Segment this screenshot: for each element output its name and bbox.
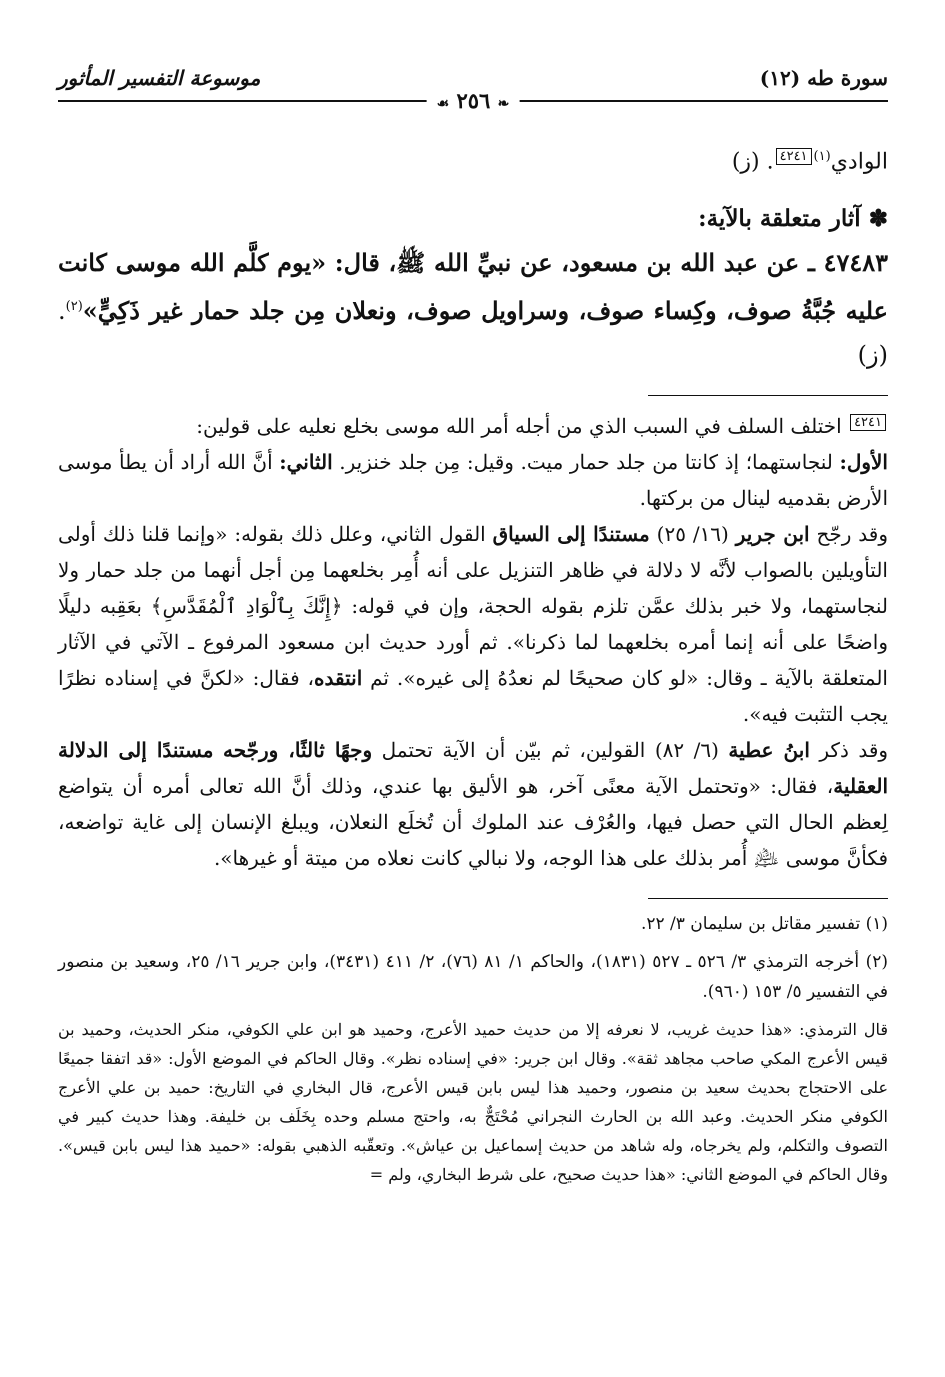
commentary-text: (٦/ ٨٢) القولين، ثم بيّن أن الآية تحتمل — [381, 738, 719, 763]
commentary-text: أنَّ الله أراد أن يطأ موسى الأرض بقدميه لينال من بركتها. — [58, 450, 888, 511]
ornament-icon: ❧ — [497, 96, 510, 112]
continuation-line — [58, 136, 888, 183]
commentary-text: ، فقال: «وتحتمل الآية معنًى آخر، هو الأليق بها عندي، وذلك أنَّ الله تعالى أمره أن يتواضع لِعظم الحال التي حصل فيها، والعُرْف عند الملوك أن تُخلَع النعلان، ويبلغ الإنسان إلى غاية تواضعه، فكأنَّ موسى ﵇ أُمر بذلك على هذا الوجه، ولا نبالي كانت نعلاه من ميتة أو غيرها». — [58, 774, 888, 871]
scholar-name: ابنُ عطية — [728, 738, 810, 763]
continuation-text: الوادي — [830, 149, 888, 175]
method-label: مستندًا إلى السياق — [492, 522, 650, 547]
commentary-text: القول الثاني، وعلل ذلك بقوله: «وإنما قلنا ذلك أولى التأويلين بالصواب لأنَّه لا دلالة في ظاهر التنزيل على أنه أُمِر بخلعهما مِن أجل أنهما من جلد حمار ولا لنجاستهما، ولا خبر بذلك عمَّن تلزم بقوله الحجة، وإن في قوله: ﴿إِنَّكَ بِٱلْوَادِ ٱلْمُقَدَّسِ﴾ بعَقِبه دليلًا واضحًا على أنه إنما أمره بخلعهما لما ذكرنا». ثم أورد حديث ابن مسعود المرفوع ـ الآتي في الآثار المتعلقة بالآية ـ وقال: «لو كان صحيحًا لم نعدُهُ إلى غيره». ثم — [58, 522, 888, 691]
ornament-icon: ☙ — [436, 96, 450, 112]
method-label: ، ورجّحه — [223, 738, 295, 763]
page-header — [58, 66, 888, 112]
commentary-paragraph — [58, 516, 888, 732]
commentary-text: لنجاستهما؛ إذ كانتا من جلد حمار ميت. وقيل: مِن جلد خنزير. — [339, 450, 833, 475]
surah-title: سورة طه (١٢) — [759, 66, 888, 90]
section-heading-text: آثار متعلقة بالآية: — [698, 205, 861, 233]
commentary-block — [58, 408, 888, 876]
commentary-paragraph — [58, 444, 888, 516]
source-code: . (ز) — [58, 297, 888, 370]
hadith-entry — [58, 241, 888, 377]
source-code: . (ز) — [731, 149, 774, 175]
commentary-text: وقد ذكر — [819, 738, 889, 763]
hadith-number: ٤٧٤٨٣ — [823, 248, 889, 278]
scholar-name: ابن جرير — [735, 522, 810, 547]
footnotes — [58, 909, 888, 1189]
flower-icon: ✽ — [868, 205, 888, 233]
footnote-2-continued: قال الترمذي: «هذا حديث غريب، لا نعرفه إلا من حديث حميد الأعرج، وحميد هو ابن علي الكوفي، منكر الحديث، وحميد بن قيس الأعرج المكي صاحب مجاهد ثقة». وقال ابن جرير: «في إسناده نظر». وقال الحاكم في الموضع الأول: «قد اتفقا جميعًا على الاحتجاج بحديث سعيد بن منصور، وحميد هذا ليس بابن قيس الأعرج، قال البخاري في التاريخ: حميد بن علي الأعرج الكوفي منكر الحديث. وعبد الله بن الحارث النجراني مُحْتَجٌّ به، واحتج مسلم وحده بِخَلَف بن خليفة. وهذا حديث كبير في التصوف والتكلم، ولم يخرجاه، وله شاهد من حديث إسماعيل بن عياش». وتعقّبه الذهبي بقوله: «حميد هذا ليس بابن قيس». وقال الحاكم في الموضع الثاني: «هذا حديث صحيح، على شرط البخاري، ولم = — [58, 1020, 889, 1185]
footnote-2: (٢) أخرجه الترمذي ٣/ ٥٢٦ ـ ٥٢٧ (١٨٣١)، والحاكم ١/ ٨١ (٧٦)، ٢/ ٤١١ (٣٤٣١)، وابن جرير ١٦/ ٢٥، وسعيد بن منصور في التفسير ٥/ ١٥٣ (٩٦٠). — [58, 952, 888, 1003]
commentary-text: اختلف السلف في السبب الذي من أجله أمر الله موسى بخلع نعليه على قولين: — [196, 414, 842, 439]
commentary-paragraph — [58, 732, 888, 876]
footnote-ref: (١) — [813, 149, 831, 164]
footnote-separator — [648, 898, 888, 899]
commentary-text: ، فقال: «لكنَّ في إسناده نظرًا يجب التثبت فيه». — [58, 666, 888, 727]
page-body — [58, 136, 888, 1189]
page-number-block — [427, 88, 520, 113]
page-number: ٢٥٦ — [456, 88, 491, 113]
commentary-box-ref: ٤٢٤١ — [776, 148, 812, 165]
footnote-ref: (٢) — [65, 299, 83, 315]
hadith-text: ـ عن عبد الله بن مسعود، عن نبيِّ الله ﷺ، قال: «يوم كلَّم الله موسى كانت عليه جُبَّةُ صوف، وكِساء صوف، وسراويل صوف، ونعلان مِن جلد حمار غير ذَكِيٍّ» — [58, 248, 888, 326]
method-label: مستندًا إلى الدلالة العقلية — [58, 738, 888, 799]
method-label: وجهًا ثالثًا — [294, 738, 373, 763]
commentary-text: وقد رجّح — [816, 522, 889, 547]
section-heading — [58, 197, 888, 241]
footnote-1: (١) تفسير مقاتل بن سليمان ٣/ ٢٢. — [640, 914, 888, 935]
commentary-paragraph — [58, 408, 888, 444]
separator-rule — [648, 395, 888, 396]
citation: (١٦/ ٢٥) — [656, 522, 729, 547]
method-label: انتقده — [314, 666, 363, 691]
book-page — [58, 48, 888, 1358]
opinion-label: الثاني: — [279, 450, 333, 475]
commentary-box-number: ٤٢٤١ — [850, 414, 886, 431]
book-title: موسوعة التفسير المأثور — [58, 66, 261, 90]
opinion-label: الأول: — [839, 450, 888, 475]
